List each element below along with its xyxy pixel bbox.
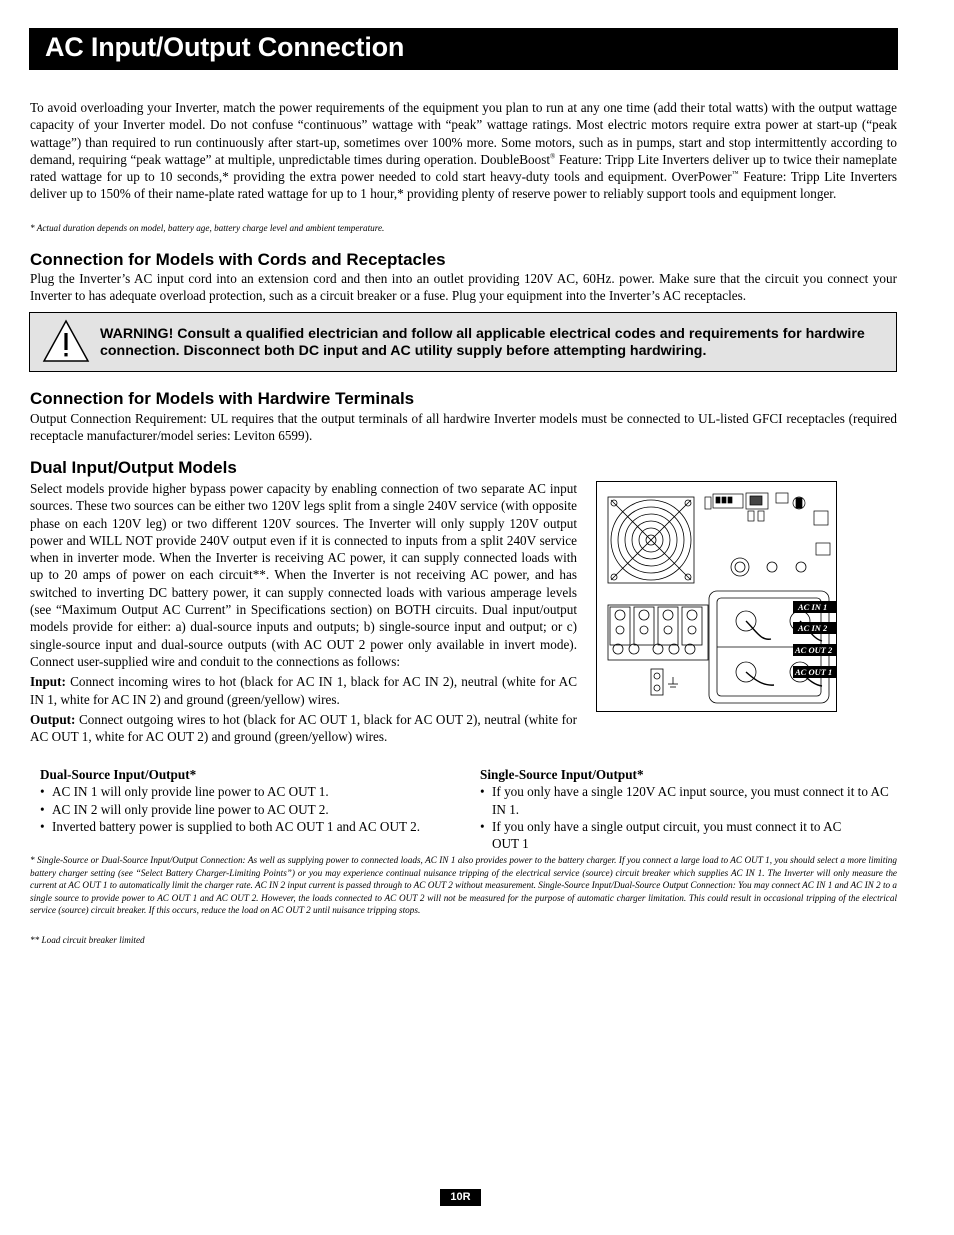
list-item: • Inverted battery power is supplied to both AC OUT 1 and AC OUT 2.: [40, 818, 460, 835]
output-text: Connect outgoing wires to hot (black for AC OUT 1, black for AC OUT 2), neutral (white for AC OUT 1, white for AC OUT 2) and ground (green/yellow) wires.: [30, 711, 577, 745]
hardwire-heading: Connection for Models with Hardwire Terminals: [30, 389, 415, 408]
list-item: • If you only have a single 120V AC input source, you must connect it to AC IN 1.: [480, 783, 898, 818]
dual-source-heading: Dual-Source Input/Output*: [40, 767, 197, 782]
output-paragraph: [30, 711, 577, 746]
list-item: • If you only have a single output circuit, you must connect it to AC OUT 1: [480, 818, 898, 853]
dual-heading: Dual Input/Output Models: [30, 458, 237, 477]
intro-text-3: Feature: Tripp Lite Inverters deliver up to 150% of their name-plate rated wattage for up to 1 hour,* providing plenty of reserve power to reliably support tools and equipment longer.: [30, 169, 897, 202]
page-title: AC Input/Output Connection: [45, 32, 405, 62]
dual-section: [30, 480, 577, 745]
label-ac-out-2: AC OUT 2: [795, 645, 833, 655]
trademark-mark: ™: [731, 169, 739, 178]
dual-source-list: [40, 783, 460, 835]
page-number: 10R: [440, 1189, 481, 1206]
callout-ac-in-1: [793, 601, 837, 613]
output-label: Output:: [30, 711, 76, 727]
hardwire-body: Output Connection Requirement: UL requires that the output terminals of all hardwire Inverter models must be connected to UL-listed GFCI receptacles (required receptacle manufacturer/model series: Leviton 6599).: [30, 411, 897, 444]
dual-source-column: [40, 766, 460, 835]
footnote-load-breaker: ** Load circuit breaker limited: [30, 935, 145, 945]
warning-triangle-icon: [42, 318, 90, 364]
label-ac-in-2: AC IN 2: [798, 623, 828, 633]
callout-ac-out-2: [793, 644, 837, 656]
warning-text: WARNING! Consult a qualified electrician and follow all applicable electrical codes and requirements for hardwire connection. Disconnect both DC input and AC utility supply before attempting hardwiring.: [100, 326, 865, 359]
callout-ac-out-1: [793, 666, 837, 678]
intro-text-2: Feature: Tripp Lite Inverters deliver up to twice their nameplate rated wattage for up to 10 seconds,* providing the extra power needed to cold start heavy-duty tools and equipment. OverPower: [30, 151, 897, 185]
warning-box: [29, 312, 897, 372]
single-source-heading: Single-Source Input/Output*: [480, 767, 644, 782]
cords-heading: Connection for Models with Cords and Receptacles: [30, 250, 446, 269]
input-label: Input:: [30, 674, 66, 690]
rear-panel-diagram: [596, 481, 837, 712]
registered-mark: ®: [550, 152, 556, 161]
list-item: • AC IN 2 will only provide line power to AC OUT 2.: [40, 801, 460, 818]
list-item: • AC IN 1 will only provide line power to AC OUT 1.: [40, 783, 460, 800]
footnote-single-dual: * Single-Source or Dual-Source Input/Output Connection: As well as supplying power to connected loads, AC IN 1 also provides power to the battery charger. If you connect a large load to AC OUT 1, you should select a more limiting battery charger setting (see “Select Battery Charger-Limiting Points”) or you may experience continual nuisance tripping of the electrical service (source) circuit breaker which supplies AC IN 1. The Inverter will only measure the current at AC OUT 1 to automatically limit the charger rate. AC IN 2 input current is passed through to AC OUT 2 without measurement. Single-Source Input/Dual-Source Output Connection: You may connect AC IN 1 and AC IN 2 to a single source to provide power to AC OUT 1 and AC OUT 2. However, the loads connected to AC OUT 2 will not be measured for the purpose of automatic charger limitation. This could result in occasional tripping of the electrical service (source) circuit breaker. If this occurs, reduce the load on AC OUT 2 until nuisance tripping stops.: [30, 855, 897, 915]
input-paragraph: [30, 673, 577, 708]
intro-footnote: * Actual duration depends on model, battery age, battery charge level and ambient temperature.: [30, 223, 385, 233]
dual-body: Select models provide higher bypass power capacity by enabling connection of two separate AC input sources. These two sources can be either two 120V legs split from a single 240V service (with opposite phase on each 120V leg) or two different 120V sources. The Inverter will only supply 120V output power and WILL NOT provide 240V output even if it is connected to inputs from a split 240V service when in inverter mode. When the Inverter is receiving AC power, it can supply connected loads with up to 20 amps of power on each circuit**. When the Inverter is not receiving AC power, and has switched to inverting DC battery power, it can supply connected loads with various amperage levels (see “Maximum Output AC Current” in Specifications section) on BOTH circuits. Dual input/output models provide for either: a) dual-source inputs and outputs; b) single-source input and output; or c) single-source input and dual-source outputs (with AC OUT 2 power only available in invert mode). Connect user-supplied wire and conduit to the connections as follows:: [30, 481, 577, 669]
intro-paragraph: [30, 99, 897, 203]
cords-body: Plug the Inverter’s AC input cord into an extension cord and then into an outlet providing 120V AC, 60Hz. power. Make sure that the circuit you connect your Inverter to has adequate overload protection, such as a circuit breaker or a fuse. Plug your equipment into the Inverter’s AC receptacles.: [30, 271, 897, 304]
label-ac-in-1: AC IN 1: [798, 602, 828, 612]
single-source-list: [480, 783, 898, 852]
single-source-column: [480, 766, 898, 852]
intro-text-1: To avoid overloading your Inverter, match the power requirements of the equipment you plan to run at any one time (add their total watts) with the output wattage capacity of your Inverter model. Do not confuse “continuous” wattage with “peak” wattage ratings. Most electric motors require extra power at start-up (“peak wattage”) than required to run continuously after start-up, sometimes over 100% more. Some motors, such as in pumps, start and stop intermittently according to demand, requiring “peak wattage” at multiple, unpredictable times during operation. DoubleBoost: [30, 100, 897, 167]
label-ac-out-1: AC OUT 1: [795, 667, 833, 677]
callout-ac-in-2: [793, 622, 837, 634]
title-banner: [29, 28, 898, 70]
input-text: Connect incoming wires to hot (black for AC IN 1, black for AC IN 2), neutral (white for AC IN 1, white for AC IN 2) and ground (green/yellow) wires.: [30, 674, 577, 707]
